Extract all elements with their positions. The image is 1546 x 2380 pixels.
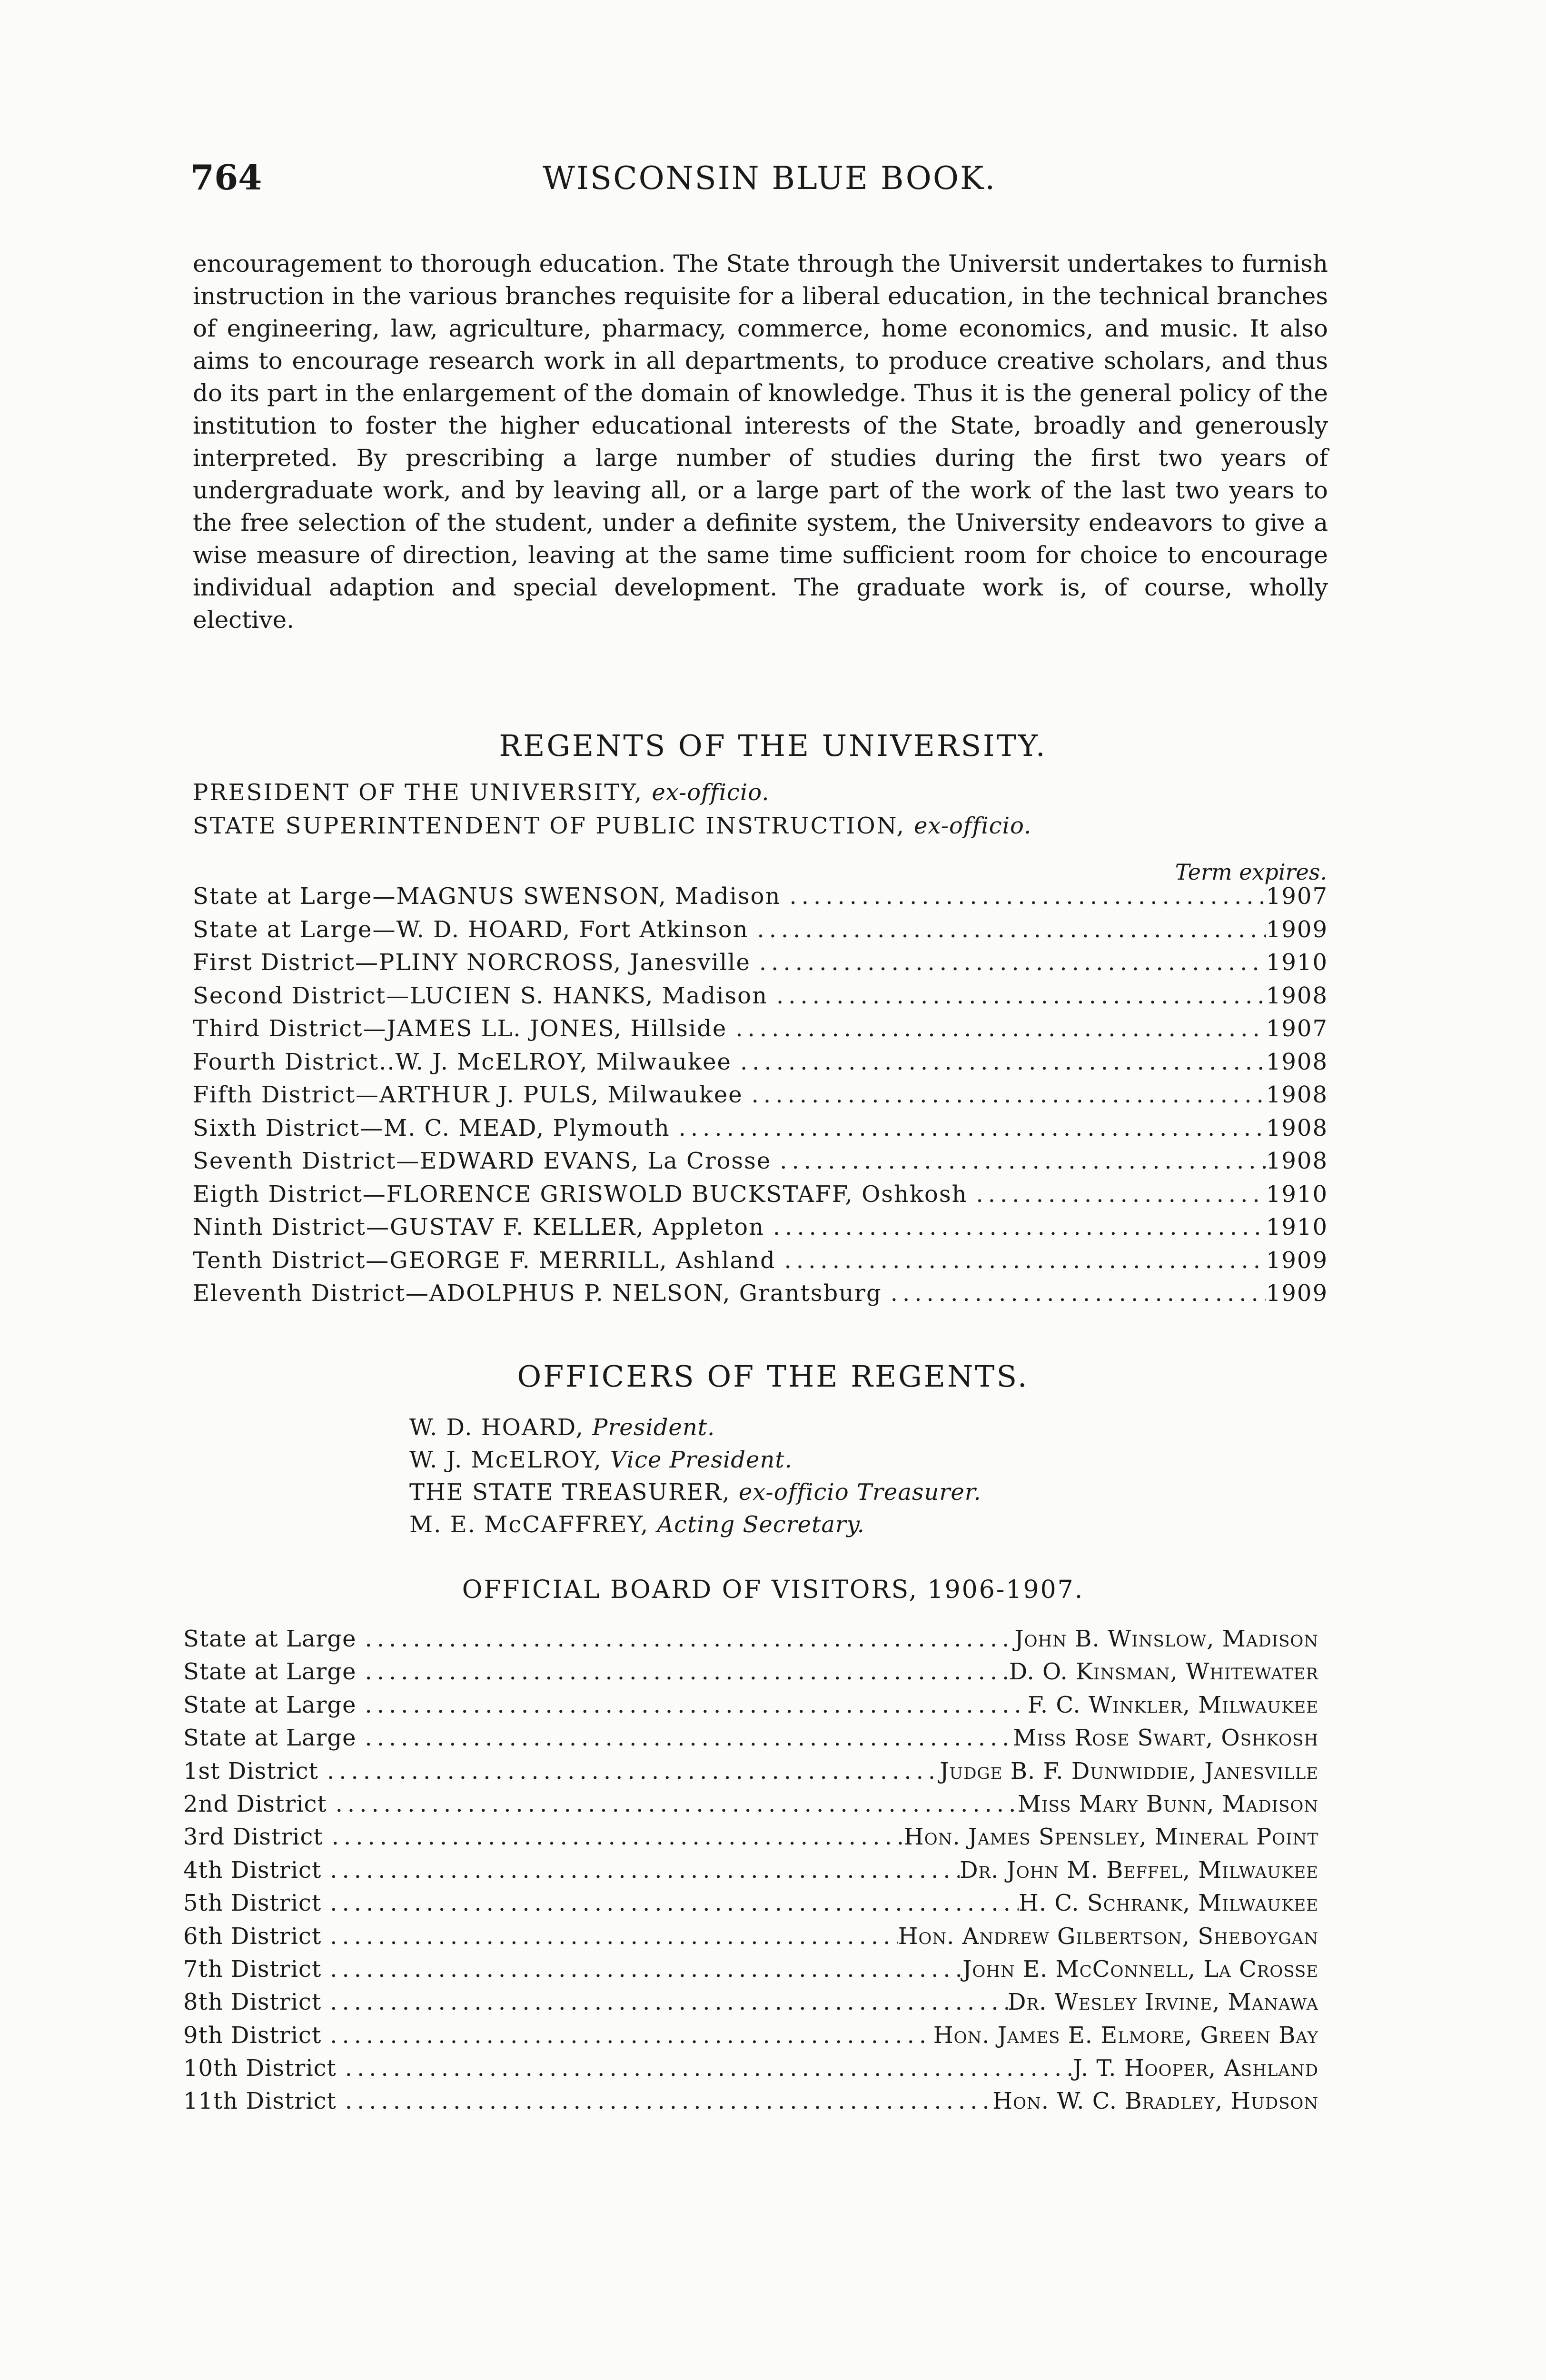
regents-title: REGENTS OF THE UNIVERSITY.	[499, 728, 1047, 763]
ex-officio-role: ex-officio.	[914, 813, 1032, 839]
leader-dots	[321, 1956, 962, 1983]
visitor-district: 1st District	[183, 1757, 318, 1785]
term-year: 1910	[1266, 949, 1328, 976]
page-number: 764	[190, 157, 262, 198]
visitor-row	[183, 1824, 1318, 1856]
term-year: 1910	[1266, 1214, 1328, 1240]
officer-line	[409, 1411, 981, 1444]
intro-paragraph: encouragement to thorough education. The State through the Universit undertakes to furnish instruction in the various branches requisite for a liberal education, in the technical branches of engineering, law, agriculture, pharmacy, commerce, home economics, and music. It also aims to encourage research work in all departments, to produce creative scholars, and thus do its part in the enlargement of the domain of knowledge. Thus it is the general policy of the institution to foster the higher educational interests of the State, broadly and generously interpreted. By prescribing a large number of studies during the first two years of undergraduate work, and by leaving all, or a large part of the work of the last two years to the free selection of the student, under a definite system, the University endeavors to give a wise measure of direction, leaving at the same time sufficient room for choice to encourage individual adaption and special development. The graduate work is, of course, wholly elective.	[193, 250, 1328, 634]
officer-role: ex-officio Treasurer.	[738, 1479, 981, 1506]
regent-row	[193, 1015, 1328, 1049]
regent-row	[193, 1049, 1328, 1082]
visitor-row	[183, 1725, 1318, 1757]
regent-name: Sixth District—M. C. MEAD, Plymouth	[193, 1114, 670, 1141]
regent-name: Fifth District—ARTHUR J. PULS, Milwaukee	[193, 1081, 743, 1108]
regent-name: Third District—JAMES LL. JONES, Hillside	[193, 1015, 727, 1042]
regent-name: Second District—LUCIEN S. HANKS, Madison	[193, 982, 768, 1009]
regent-name: Tenth District—GEORGE F. MERRILL, Ashland	[193, 1247, 776, 1274]
page-header	[190, 157, 1333, 209]
term-year: 1907	[1266, 883, 1328, 910]
regents-ex-officio	[193, 776, 1031, 843]
leader-dots	[327, 1791, 1018, 1817]
visitor-name: Hon. James Spensley, Mineral Point	[903, 1824, 1318, 1851]
ex-officio-name: PRESIDENT OF THE UNIVERSITY,	[193, 779, 644, 806]
leader-dots	[321, 1857, 960, 1884]
visitor-name: John E. McConnell, La Crosse	[962, 1955, 1318, 1983]
regent-name: State at Large—W. D. HOARD, Fort Atkinson	[193, 916, 749, 943]
visitor-name: John B. Winslow, Madison	[1014, 1626, 1318, 1652]
leader-dots	[337, 2088, 993, 2114]
leader-dots	[751, 949, 1266, 976]
visitor-name: Dr. Wesley Irvine, Manawa	[1008, 1989, 1318, 2016]
term-year: 1908	[1266, 982, 1328, 1009]
leader-dots	[882, 1280, 1266, 1307]
regent-name: State at Large—MAGNUS SWENSON, Madison	[193, 883, 781, 910]
term-year: 1909	[1266, 1247, 1328, 1274]
visitor-district: 5th District	[183, 1890, 322, 1917]
visitor-row	[183, 1857, 1318, 1890]
leader-dots	[321, 2022, 933, 2049]
leader-dots	[749, 916, 1266, 943]
leader-dots	[764, 1214, 1266, 1240]
regent-row	[193, 949, 1328, 982]
visitor-row	[183, 1758, 1318, 1791]
leader-dots	[356, 1725, 1013, 1751]
regent-row	[193, 883, 1328, 916]
officer-role: President.	[592, 1414, 715, 1441]
visitor-district: State at Large	[183, 1725, 357, 1752]
leader-dots	[776, 1247, 1266, 1274]
leader-dots	[732, 1049, 1266, 1075]
visitor-row	[183, 1791, 1318, 1824]
leader-dots	[743, 1081, 1266, 1108]
officer-name: THE STATE TREASURER,	[409, 1479, 731, 1506]
officers-title: OFFICERS OF THE REGENTS.	[517, 1359, 1029, 1394]
regent-name: Eigth District—FLORENCE GRISWOLD BUCKSTAFF, Oshkosh	[193, 1180, 968, 1208]
regent-row	[193, 1148, 1328, 1181]
officers-list	[409, 1411, 981, 1541]
leader-dots	[356, 1658, 1009, 1685]
visitor-row	[183, 1658, 1318, 1691]
leader-dots	[781, 883, 1266, 910]
regent-row	[193, 982, 1328, 1016]
visitor-district: State at Large	[183, 1691, 357, 1718]
term-year: 1907	[1266, 1015, 1328, 1042]
leader-dots	[323, 1824, 904, 1850]
visitor-row	[183, 1890, 1318, 1923]
ex-officio-line	[193, 776, 1031, 809]
visitor-name: Hon. Andrew Gilbertson, Sheboygan	[898, 1923, 1318, 1950]
leader-dots	[771, 1148, 1266, 1174]
visitors-list	[183, 1626, 1318, 2121]
visitor-district: 4th District	[183, 1856, 322, 1884]
regent-row	[193, 916, 1328, 950]
visitor-row	[183, 1692, 1318, 1725]
visitor-district: 6th District	[183, 1923, 322, 1950]
officer-line	[409, 1444, 981, 1476]
ex-officio-role: ex-officio.	[652, 779, 770, 806]
leader-dots	[337, 2055, 1073, 2082]
regent-row	[193, 1280, 1328, 1313]
visitor-row	[183, 2055, 1318, 2088]
officer-role: Acting Secretary.	[657, 1511, 865, 1538]
officer-line	[409, 1476, 981, 1508]
visitor-district: State at Large	[183, 1626, 357, 1652]
visitor-row	[183, 2088, 1318, 2121]
visitor-name: J. T. Hooper, Ashland	[1073, 2055, 1318, 2082]
regent-row	[193, 1247, 1328, 1280]
officer-name: W. D. HOARD,	[409, 1414, 584, 1441]
leader-dots	[321, 1890, 1019, 1916]
visitor-district: 10th District	[183, 2055, 337, 2082]
officer-role: Vice President.	[610, 1447, 793, 1473]
visitor-name: Miss Rose Swart, Oshkosh	[1013, 1725, 1318, 1752]
visitor-district: 8th District	[183, 1989, 322, 2016]
visitor-row	[183, 1626, 1318, 1658]
leader-dots	[768, 982, 1266, 1009]
regent-name: Seventh District—EDWARD EVANS, La Crosse	[193, 1148, 772, 1174]
officer-line	[409, 1508, 981, 1541]
regent-name: Ninth District—GUSTAV F. KELLER, Appleton	[193, 1214, 764, 1240]
ex-officio-line	[193, 809, 1031, 843]
running-title: WISCONSIN BLUE BOOK.	[543, 160, 997, 197]
visitor-district: 3rd District	[183, 1824, 323, 1851]
regent-name: First District—PLINY NORCROSS, Janesville	[193, 949, 751, 976]
visitors-title: OFFICIAL BOARD OF VISITORS, 1906-1907.	[462, 1576, 1084, 1604]
visitor-name: F. C. Winkler, Milwaukee	[1027, 1691, 1318, 1718]
visitor-name: Hon. W. C. Bradley, Hudson	[992, 2088, 1318, 2115]
visitor-row	[183, 1989, 1318, 2022]
leader-dots	[318, 1758, 940, 1785]
visitor-row	[183, 2022, 1318, 2055]
officer-name: W. J. McELROY,	[409, 1447, 602, 1473]
visitor-name: Miss Mary Bunn, Madison	[1017, 1790, 1318, 1817]
term-year: 1908	[1266, 1081, 1328, 1108]
visitor-district: 2nd District	[183, 1790, 327, 1817]
regents-list	[193, 883, 1328, 1313]
regent-row	[193, 1214, 1328, 1247]
regent-row	[193, 1081, 1328, 1115]
term-year: 1908	[1266, 1048, 1328, 1075]
regent-name: Fourth District..W. J. McELROY, Milwaukee	[193, 1048, 732, 1075]
visitor-row	[183, 1956, 1318, 1989]
term-year: 1908	[1266, 1148, 1328, 1174]
term-year: 1910	[1266, 1180, 1328, 1208]
ex-officio-name: STATE SUPERINTENDENT OF PUBLIC INSTRUCTION,	[193, 813, 905, 839]
term-year: 1909	[1266, 1280, 1328, 1307]
visitor-name: H. C. Schrank, Milwaukee	[1019, 1890, 1318, 1917]
regent-name: Eleventh District—ADOLPHUS P. NELSON, Grantsburg	[193, 1280, 882, 1307]
leader-dots	[356, 1692, 1028, 1718]
leader-dots	[968, 1181, 1266, 1208]
regent-row	[193, 1181, 1328, 1214]
visitor-district: 7th District	[183, 1955, 322, 1983]
leader-dots	[670, 1115, 1266, 1141]
leader-dots	[356, 1626, 1014, 1652]
visitor-district: 11th District	[183, 2088, 337, 2115]
visitor-name: Dr. John M. Beffel, Milwaukee	[960, 1856, 1318, 1884]
visitor-name: Hon. James E. Elmore, Green Bay	[933, 2022, 1318, 2049]
term-expires-header: Term expires.	[1175, 859, 1327, 885]
term-year: 1908	[1266, 1114, 1328, 1141]
visitor-district: 9th District	[183, 2022, 322, 2049]
leader-dots	[727, 1015, 1266, 1042]
visitor-name: Judge B. F. Dunwiddie, Janesville	[940, 1757, 1318, 1785]
term-year: 1909	[1266, 916, 1328, 943]
visitor-name: D. O. Kinsman, Whitewater	[1009, 1658, 1318, 1686]
officer-name: M. E. McCAFFREY,	[409, 1511, 649, 1538]
visitor-district: State at Large	[183, 1658, 357, 1686]
leader-dots	[321, 1923, 898, 1950]
leader-dots	[321, 1989, 1008, 2015]
regent-row	[193, 1115, 1328, 1148]
visitor-row	[183, 1923, 1318, 1956]
